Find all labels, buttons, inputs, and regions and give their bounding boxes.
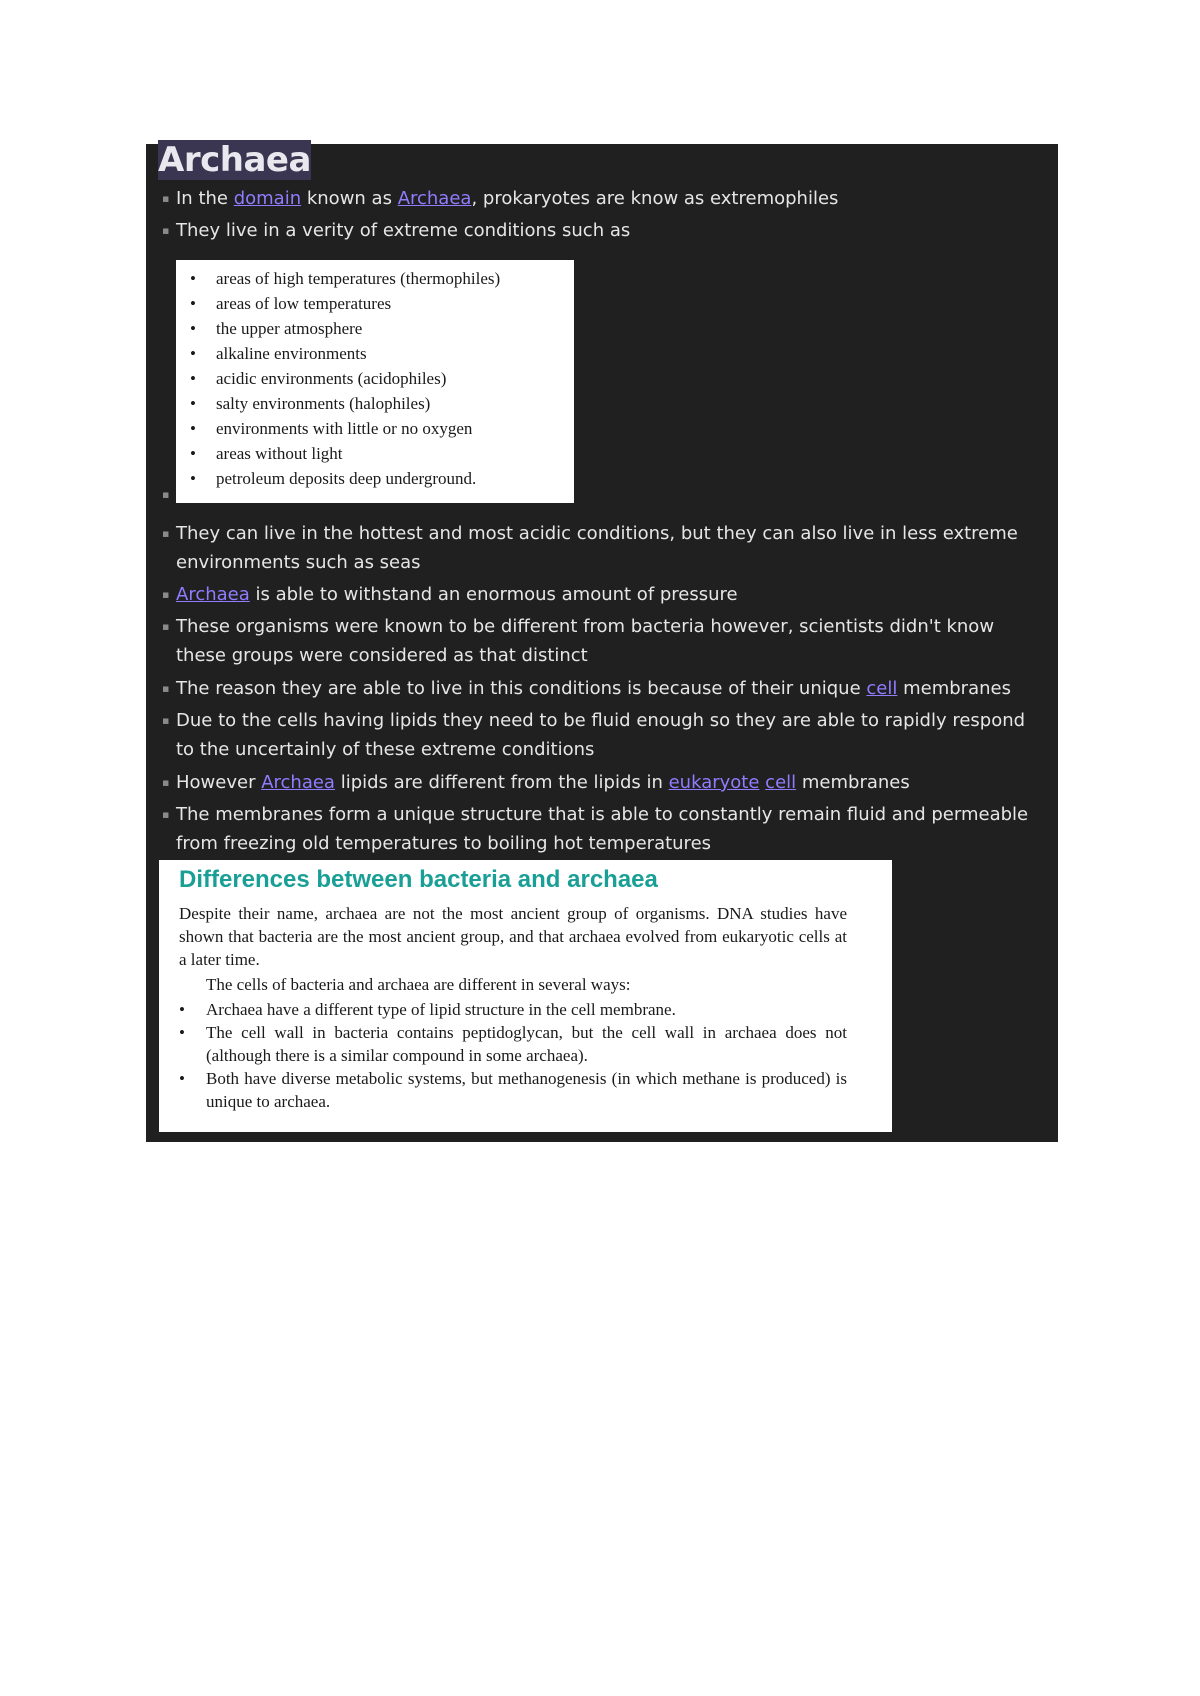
bullet-dot-icon: ▪ [162, 682, 170, 695]
conditions-list [188, 266, 500, 491]
list-item: • areas of high temperatures (thermophiles) [188, 266, 500, 291]
list-item: • areas without light [188, 441, 500, 466]
cell-link[interactable]: cell [765, 772, 797, 793]
bullet-item: ▪ Archaea is able to withstand an enormous amount of pressure [162, 580, 1042, 609]
list-item: • salty environments (halophiles) [188, 391, 500, 416]
archaea-link[interactable]: Archaea [176, 584, 250, 605]
list-item: • petroleum deposits deep underground. [188, 466, 500, 491]
conditions-image [176, 260, 574, 503]
list-item: • Both have diverse metabolic systems, but methanogenesis (in which methane is produced) is unique to archaea. [179, 1067, 847, 1113]
archaea-link[interactable]: Archaea [397, 188, 472, 209]
bullet-dot-icon: ▪ [162, 714, 170, 727]
note-panel [146, 140, 1058, 1142]
differences-body [179, 902, 847, 1113]
archaea-link[interactable]: Archaea [261, 772, 335, 793]
bullet-item: ▪ The membranes form a unique structure that is able to constantly remain fluid and permeable from freezing old temperatures to boiling hot temperatures [162, 800, 1042, 858]
differences-list [179, 998, 847, 1113]
title-text: Archaea [158, 140, 311, 180]
differences-lead: The cells of bacteria and archaea are different in several ways: [206, 975, 631, 994]
list-item: • The cell wall in bacteria contains peptidoglycan, but the cell wall in archaea does not (although there is a similar compound in some archaea). [179, 1021, 847, 1067]
eukaryote-link[interactable]: eukaryote [668, 772, 760, 793]
list-item: • the upper atmosphere [188, 316, 500, 341]
bullet-dot-icon: ▪ [162, 488, 170, 501]
bullet-dot-icon: ▪ [162, 776, 170, 789]
bullet-item: ▪ The reason they are able to live in this conditions is because of their unique cell membranes [162, 674, 1042, 703]
list-item: • alkaline environments [188, 341, 500, 366]
differences-heading: Differences between bacteria and archaea [179, 866, 658, 893]
bullet-dot-icon: ▪ [162, 588, 170, 601]
list-item: • environments with little or no oxygen [188, 416, 500, 441]
bullet-item: ▪ In the domain known as Archaea, prokaryotes are know as extremophiles [162, 184, 1042, 213]
bullet-dot-icon: ▪ [162, 808, 170, 821]
bullet-item: ▪ They can live in the hottest and most acidic conditions, but they can also live in less extreme environments such as seas [162, 519, 1042, 577]
page-title [158, 138, 311, 182]
bullet-item: ▪ Due to the cells having lipids they need to be fluid enough so they are able to rapidly respond to the uncertainly of these extreme conditions [162, 706, 1042, 764]
bullet-item: ▪ However Archaea lipids are different from the lipids in eukaryote cell membranes [162, 768, 1042, 797]
list-item: • areas of low temperatures [188, 291, 500, 316]
list-item: • acidic environments (acidophiles) [188, 366, 500, 391]
differences-image [159, 860, 892, 1132]
list-item: • Archaea have a different type of lipid structure in the cell membrane. [179, 998, 847, 1021]
cell-link[interactable]: cell [866, 678, 898, 699]
bullet-item: ▪ These organisms were known to be different from bacteria however, scientists didn't know these groups were considered as that distinct [162, 612, 1042, 670]
bullet-dot-icon: ▪ [162, 527, 170, 540]
differences-intro: Despite their name, archaea are not the most ancient group of organisms. DNA studies have shown that bacteria are the most ancient group, and that archaea evolved from eukaryotic cells at a later time. [179, 904, 847, 969]
bullet-dot-icon: ▪ [162, 620, 170, 633]
bullet-item: ▪ They live in a verity of extreme conditions such as [162, 216, 1042, 245]
bullet-dot-icon: ▪ [162, 192, 170, 205]
domain-link[interactable]: domain [233, 188, 302, 209]
bullet-dot-icon: ▪ [162, 224, 170, 237]
